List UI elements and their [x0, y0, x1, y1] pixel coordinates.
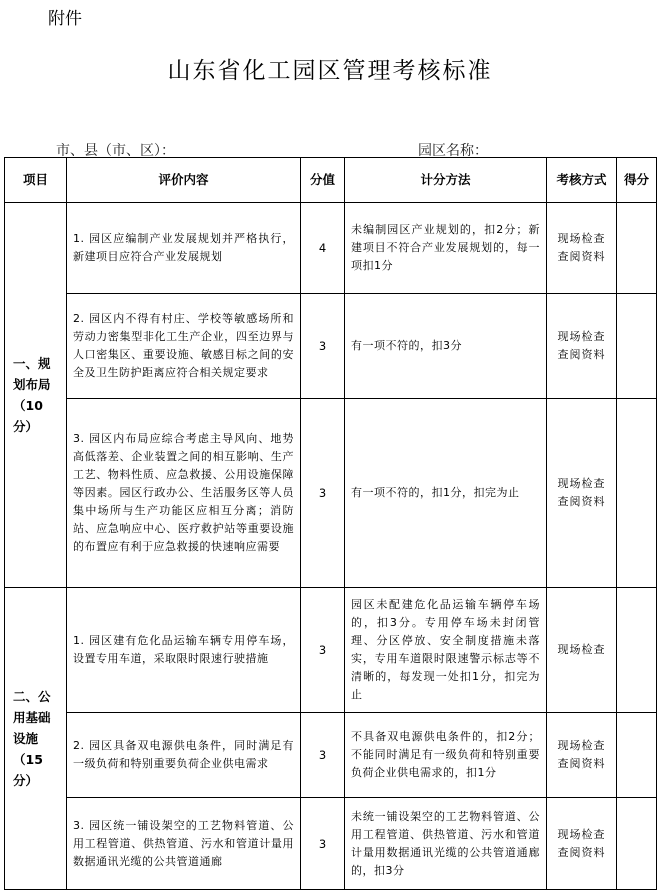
content-cell: 1. 园区建有危化品运输车辆专用停车场，设置专用车道，采取限时限速行驶措施: [67, 588, 301, 713]
category-cell: 二、公用基础设施（15分）: [5, 588, 67, 890]
score-cell: 3: [301, 294, 345, 399]
content-cell: 2. 园区具备双电源供电条件，同时满足有一级负荷和特别重要负荷企业供电需求: [67, 713, 301, 798]
table-row: [5, 203, 657, 294]
assessment-table: [4, 157, 657, 890]
score-cell: 3: [301, 713, 345, 798]
mode-cell: 现场检查查阅资料: [547, 798, 617, 890]
content-cell: 1. 园区应编制产业发展规划并严格执行，新建项目应符合产业发展规划: [67, 203, 301, 294]
result-cell[interactable]: [617, 203, 657, 294]
result-cell[interactable]: [617, 399, 657, 588]
result-cell[interactable]: [617, 713, 657, 798]
mode-cell: 现场检查查阅资料: [547, 399, 617, 588]
column-header-content: 评价内容: [67, 158, 301, 203]
column-header-result: 得分: [617, 158, 657, 203]
category-cell: 一、规划布局（10分）: [5, 203, 67, 588]
table-row: [5, 588, 657, 713]
park-name-field-label: 园区名称：: [418, 143, 488, 159]
table-row: [5, 399, 657, 588]
mode-cell: 现场检查查阅资料: [547, 294, 617, 399]
result-cell[interactable]: [617, 294, 657, 399]
column-header-item: 项目: [5, 158, 67, 203]
document-title: 山东省化工园区管理考核标准: [167, 58, 493, 84]
score-cell: 3: [301, 588, 345, 713]
score-cell: 4: [301, 203, 345, 294]
mode-cell: 现场检查: [547, 588, 617, 713]
method-cell: 有一项不符的，扣1分，扣完为止: [345, 399, 547, 588]
content-cell: 3. 园区统一铺设架空的工艺物料管道、公用工程管道、供热管道、污水和管道计量用数据通讯光缆的公共管道通廊: [67, 798, 301, 890]
mode-cell: 现场检查查阅资料: [547, 203, 617, 294]
column-header-method: 计分方法: [345, 158, 547, 203]
attachment-label: 附件: [48, 9, 82, 29]
table-header-row: [5, 158, 657, 203]
city-field-label: 市、县（市、区）：: [56, 143, 175, 159]
method-cell: 未编制园区产业规划的，扣2分；新建项目不符合产业发展规划的，每一项扣1分: [345, 203, 547, 294]
table-row: [5, 294, 657, 399]
column-header-mode: 考核方式: [547, 158, 617, 203]
method-cell: 有一项不符的，扣3分: [345, 294, 547, 399]
result-cell[interactable]: [617, 798, 657, 890]
result-cell[interactable]: [617, 588, 657, 713]
content-cell: 3. 园区内布局应综合考虑主导风向、地势高低落差、企业装置之间的相互影响、生产工艺、物料性质、应急救援、公用设施保障等因素。园区行政办公、生活服务区等人员集中场所与生产功能区应相互分离；消防站、应急响应中心、医疗救护站等重要设施的布置应有利于应急救援的快速响应需要: [67, 399, 301, 588]
table-row: [5, 798, 657, 890]
mode-cell: 现场检查查阅资料: [547, 713, 617, 798]
score-cell: 3: [301, 399, 345, 588]
column-header-score: 分值: [301, 158, 345, 203]
method-cell: 不具备双电源供电条件的，扣2分；不能同时满足有一级负荷和特别重要负荷企业供电需求的，扣1分: [345, 713, 547, 798]
content-cell: 2. 园区内不得有村庄、学校等敏感场所和劳动力密集型非化工生产企业，四至边界与人口密集区、重要设施、敏感目标之间的安全及卫生防护距离应符合相关规定要求: [67, 294, 301, 399]
method-cell: 未统一铺设架空的工艺物料管道、公用工程管道、供热管道、污水和管道计量用数据通讯光缆的公共管道通廊的，扣3分: [345, 798, 547, 890]
method-cell: 园区未配建危化品运输车辆停车场的，扣3分。专用停车场未封闭管理、分区停放、安全制度措施未落实，专用车道限时限速警示标志等不清晰的，每发现一处扣1分，扣完为止: [345, 588, 547, 713]
score-cell: 3: [301, 798, 345, 890]
table-row: [5, 713, 657, 798]
